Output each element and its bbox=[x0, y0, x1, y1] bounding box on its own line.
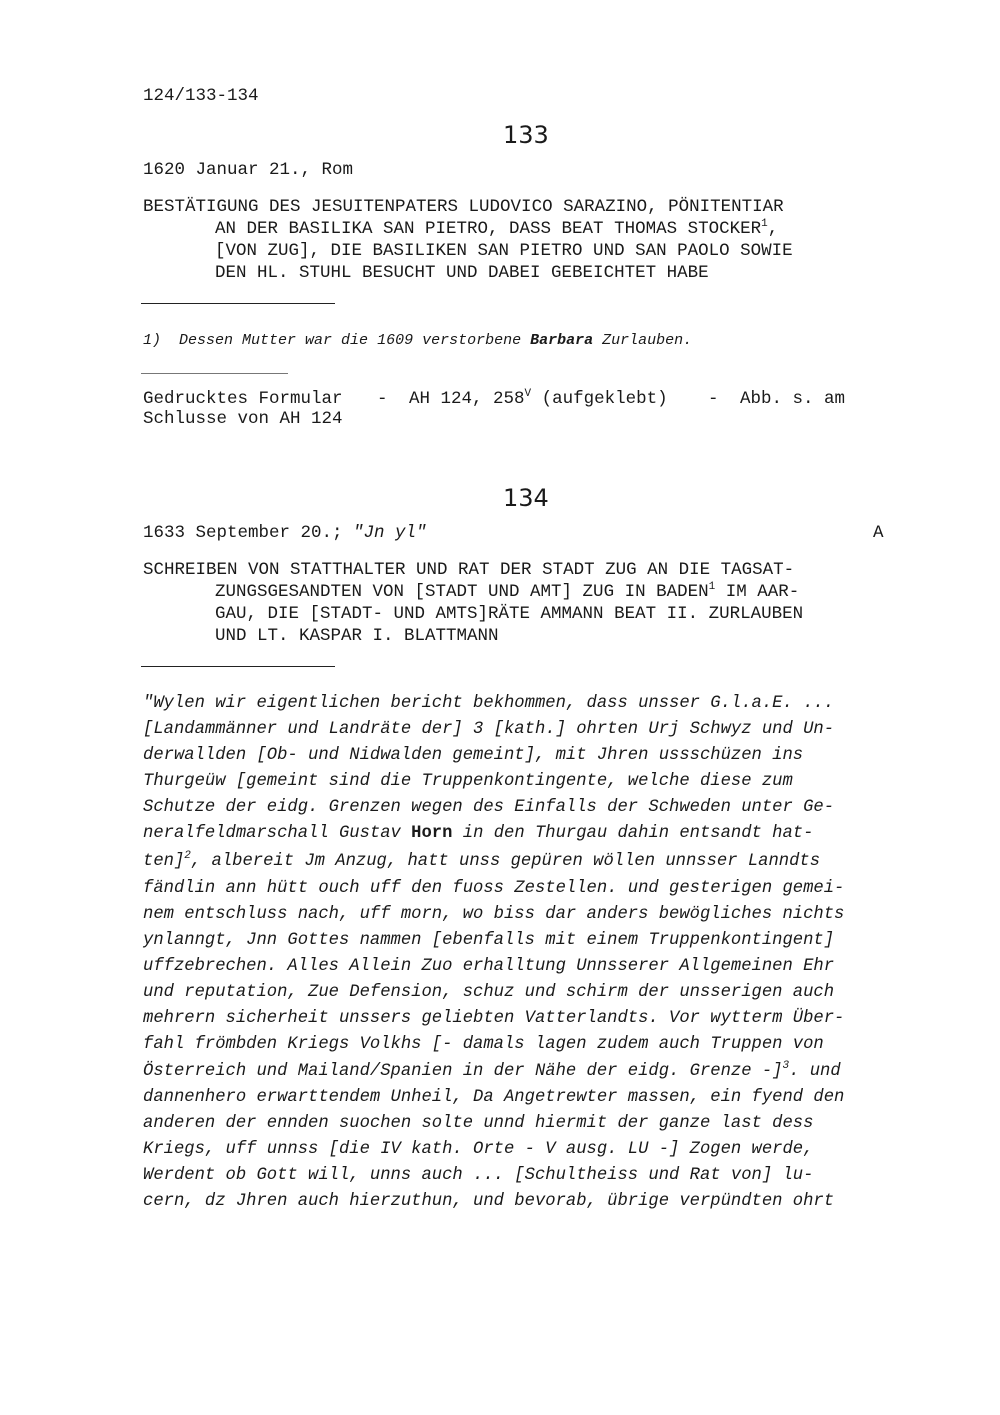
separator-rule bbox=[141, 303, 335, 304]
footnote-ref: 1 bbox=[761, 218, 768, 230]
title-line: UND LT. KASPAR I. BLATTMANN bbox=[215, 626, 499, 646]
document-number-134: 134 bbox=[503, 484, 549, 512]
body-line: ten]$^2$, albereit Jm Anzug, hatt unss gepüren wöllen unnsser Lanndts bbox=[143, 850, 821, 871]
body-line: cern, dz Jhren auch hierzuthun, und bevorab, übrige verpündten ohrt bbox=[143, 1192, 835, 1211]
body-line: Österreich und Mailand/Spanien in der Nähe der eidg. Grenze -]$^3$. und bbox=[143, 1060, 841, 1081]
body-line: derwallden [Ob- und Nidwalden gemeint], mit Jhren ussschüzen ins bbox=[143, 746, 804, 765]
footnote-rule bbox=[141, 373, 288, 374]
footnote-ref: 3 bbox=[782, 1060, 790, 1072]
body-line: dannenhero erwarttendem Unheil, Da Angetrewter massen, ein fyend den bbox=[143, 1088, 845, 1107]
body-line: mehrern sicherheit unssers geliebten Vatterlandts. Vor wytterm Über- bbox=[143, 1009, 845, 1028]
document-page: 124/133-134 133 1620 Januar 21., Rom BESTÄTIGUNG DES JESUITENPATERS LUDOVICO SARAZINO, PÖNITENTIAR AN DER BASILIKA SAN PIETRO, DASS BEAT THOMAS STOCKER$^1$, [VON ZUG], DIE BASILIKEN SAN PIETRO UND SAN PAOLO SOWIE DEN HL. STUHL BESUCHT UND DABEI GEBEICHTET HABE 1) Dessen Mutter war die 1609 verstorbene Barbara Zurlauben. Gedrucktes Formular - AH 124, $258^V$ (aufgeklebt) - Abb. s. am Schlusse von AH 124 134 1633 September 20.; "Jn yl" A SCHREIBEN VON STATTHALTER UND RAT DER STADT ZUG AN DIE TAGSAT- ZUNGSGESANDTEN VON [STADT UND AMT] ZUG IN BADEN$^1$ IM AAR- GAU, DIE [STADT- UND AMTS]RÄTE AMMANN BEAT II. ZURLAUBEN UND LT. KASPAR I. BLATTMANN "Wylen wir eigentlichen bericht bekhommen, dass unsser G.l.a.E. ... [Landammänner und Landräte der] 3 [kath.] ohrten Urj Schwyz und Un- derwallden [Ob- und Nidwalden gemeint], mit Jhren ussschüzen ins Thurgeüw [gemeint sind die Truppenkontingente, welche diese zum Schutze der eidg. Grenzen wegen des Einfalls der Schweden unter Ge- neralfeldmarschall Gustav Horn in den Thurgau dahin entsandt hat- ten]$^2$, albereit Jm Anzug, hatt unss gepüren wöllen unnsser Lanndts fändlin ann hütt ouch uff den fuoss Zestellen. und gesterigen gemei- nem entschluss nach, uff morn, wo biss dar anders bewögliches nichts ynlanngt, Jnn Gottes nammen [ebenfalls mit einem Truppenkontingent] uffzebrechen. Alles Allein Zuo erhalltung Unnsserer Allgemeinen Ehr und reputation, Zue Defension, schuz und schirm der unsserigen auch mehrern sicherheit unssers geliebten Vatterlandts. Vor wytterm Über- fahl frömbden Kriegs Volkhs [- damals lagen zudem auch Truppen von Österreich und Mailand/Spanien in der Nähe der eidg. Grenze -]$^3$. und dannenhero erwarttendem Unheil, Da Angetrewter massen, ein fyend den anderen der ennden suochen solte unnd hiermit der ganze last dess Kriegs, uff unnss [die IV kath. Orte - V ausg. LU -] Zogen werde, Werdent ob Gott will, unns auch ... [Schultheiss und Rat von] lu- cern, dz Jhren auch hierzuthun, und bevorab, übrige verpündten ohrt bbox=[143, 86, 884, 1211]
body-line: fändlin ann hütt ouch uff den fuoss Zestellen. und gesterigen gemei- bbox=[143, 879, 845, 898]
body-line: Werdent ob Gott will, unns auch ... [Schultheiss und Rat von] lu- bbox=[143, 1166, 814, 1185]
date-place-134: 1633 September 20.; "Jn yl" bbox=[143, 523, 427, 543]
document-marker: A bbox=[873, 523, 884, 543]
body-line: ynlanngt, Jnn Gottes nammen [ebenfalls mit einem Truppenkontingent] bbox=[143, 931, 835, 950]
body-line: Schutze der eidg. Grenzen wegen des Einfalls der Schweden unter Ge- bbox=[143, 798, 835, 817]
title-line: AN DER BASILIKA SAN PIETRO, DASS BEAT THOMAS STOCKER$^1$, bbox=[215, 218, 779, 239]
title-line: GAU, DIE [STADT- UND AMTS]RÄTE AMMANN BEAT II. ZURLAUBEN bbox=[215, 604, 804, 624]
title-line: BESTÄTIGUNG DES JESUITENPATERS LUDOVICO SARAZINO, PÖNITENTIAR bbox=[143, 197, 784, 217]
document-number-133: 133 bbox=[503, 121, 549, 149]
title-line: [VON ZUG], DIE BASILIKEN SAN PIETRO UND SAN PAOLO SOWIE bbox=[215, 241, 793, 261]
body-line: anderen der ennden suochen solte unnd hiermit der ganze last dess bbox=[143, 1114, 814, 1133]
footnote-ref: 2 bbox=[184, 850, 191, 862]
body-line: fahl frömbden Kriegs Volkhs [- damals lagen zudem auch Truppen von bbox=[143, 1035, 824, 1054]
body-line: neralfeldmarschall Gustav Horn in den Thurgau dahin entsandt hat- bbox=[143, 824, 814, 843]
body-line: und reputation, Zue Defension, schuz und schirm der unsserigen auch bbox=[143, 983, 835, 1002]
body-line: nem entschluss nach, uff morn, wo biss dar anders bewögliches nichts bbox=[143, 905, 845, 924]
title-line: DEN HL. STUHL BESUCHT UND DABEI GEBEICHTET HABE bbox=[215, 263, 709, 283]
body-line: Kriegs, uff unnss [die IV kath. Orte - V ausg. LU -] Zogen werde, bbox=[143, 1140, 814, 1159]
body-line: uffzebrechen. Alles Allein Zuo erhalltung Unnsserer Allgemeinen Ehr bbox=[143, 957, 835, 976]
title-line: SCHREIBEN VON STATTHALTER UND RAT DER STADT ZUG AN DIE TAGSAT- bbox=[143, 560, 795, 580]
separator-rule bbox=[141, 666, 335, 667]
body-line: [Landammänner und Landräte der] 3 [kath.] ohrten Urj Schwyz und Un- bbox=[143, 720, 835, 739]
title-line: ZUNGSGESANDTEN VON [STADT UND AMT] ZUG IN BADEN$^1$ IM AAR- bbox=[215, 581, 800, 602]
body-line: Thurgeüw [gemeint sind die Truppenkontingente, welche diese zum bbox=[143, 772, 793, 791]
date-place-133: 1620 Januar 21., Rom bbox=[143, 160, 354, 180]
bold-name: Horn bbox=[411, 824, 453, 843]
footnote-ref: 1 bbox=[708, 581, 716, 593]
page-reference: 124/133-134 bbox=[143, 86, 259, 106]
body-line: "Wylen wir eigentlichen bericht bekhommen, dass unsser G.l.a.E. ... bbox=[143, 694, 835, 713]
footnote-133: 1) Dessen Mutter war die 1609 verstorbene Barbara Zurlauben. bbox=[143, 332, 693, 349]
